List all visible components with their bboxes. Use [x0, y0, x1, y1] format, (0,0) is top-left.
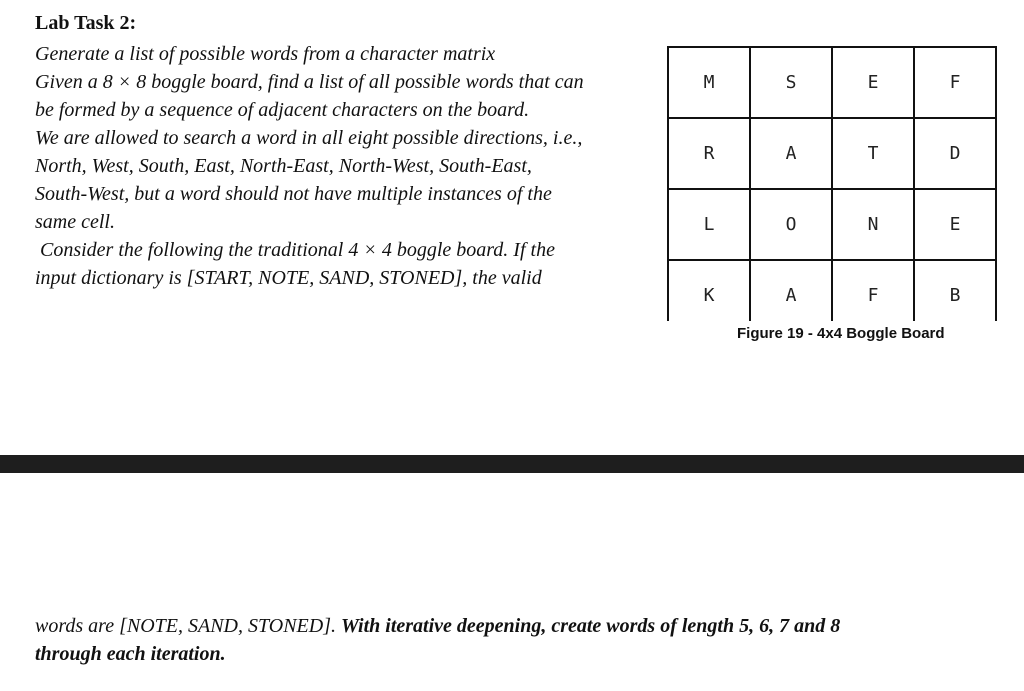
board-cell: R	[669, 118, 750, 189]
description-line: input dictionary is [START, NOTE, SAND, STONED], the valid	[35, 267, 542, 289]
figure-caption: Figure 19 - 4x4 Boggle Board	[737, 325, 945, 342]
board-row	[669, 189, 996, 260]
board-cell: S	[750, 48, 832, 118]
board-cell: A	[750, 260, 832, 321]
board-row	[669, 118, 996, 189]
board-cell: F	[832, 260, 914, 321]
board-row	[669, 260, 996, 321]
instruction-text: With iterative deepening, create words of length 5, 6, 7 and 8	[340, 615, 841, 637]
boggle-board	[667, 46, 997, 321]
board-cell: K	[669, 260, 750, 321]
description-line: Given a 8 × 8 boggle board, find a list of all possible words that can	[35, 71, 584, 93]
page-divider	[0, 455, 1024, 473]
board-cell: N	[832, 189, 914, 260]
boggle-grid	[669, 48, 997, 321]
description-line: Consider the following the traditional 4 × 4 boggle board. If the	[40, 239, 555, 261]
board-cell: B	[914, 260, 996, 321]
description-line: be formed by a sequence of adjacent characters on the board.	[35, 99, 530, 121]
task-continuation	[35, 612, 935, 668]
description-line: South-West, but a word should not have multiple instances of the	[35, 183, 552, 205]
board-cell: F	[914, 48, 996, 118]
board-cell: E	[832, 48, 914, 118]
instruction-text-end: through each iteration.	[35, 643, 226, 665]
description-line: We are allowed to search a word in all eight possible directions, i.e.,	[35, 127, 583, 149]
board-cell: L	[669, 189, 750, 260]
board-cell: O	[750, 189, 832, 260]
task-description	[35, 40, 620, 292]
valid-words-text: words are [NOTE, SAND, STONED].	[35, 615, 336, 637]
board-row	[669, 48, 996, 118]
description-line: same cell.	[35, 211, 115, 233]
board-cell: A	[750, 118, 832, 189]
task-title: Lab Task 2:	[35, 12, 137, 34]
description-line: North, West, South, East, North-East, North-West, South-East,	[35, 155, 532, 177]
board-cell: M	[669, 48, 750, 118]
board-cell: T	[832, 118, 914, 189]
board-cell: D	[914, 118, 996, 189]
description-line: Generate a list of possible words from a character matrix	[35, 43, 496, 65]
board-cell: E	[914, 189, 996, 260]
